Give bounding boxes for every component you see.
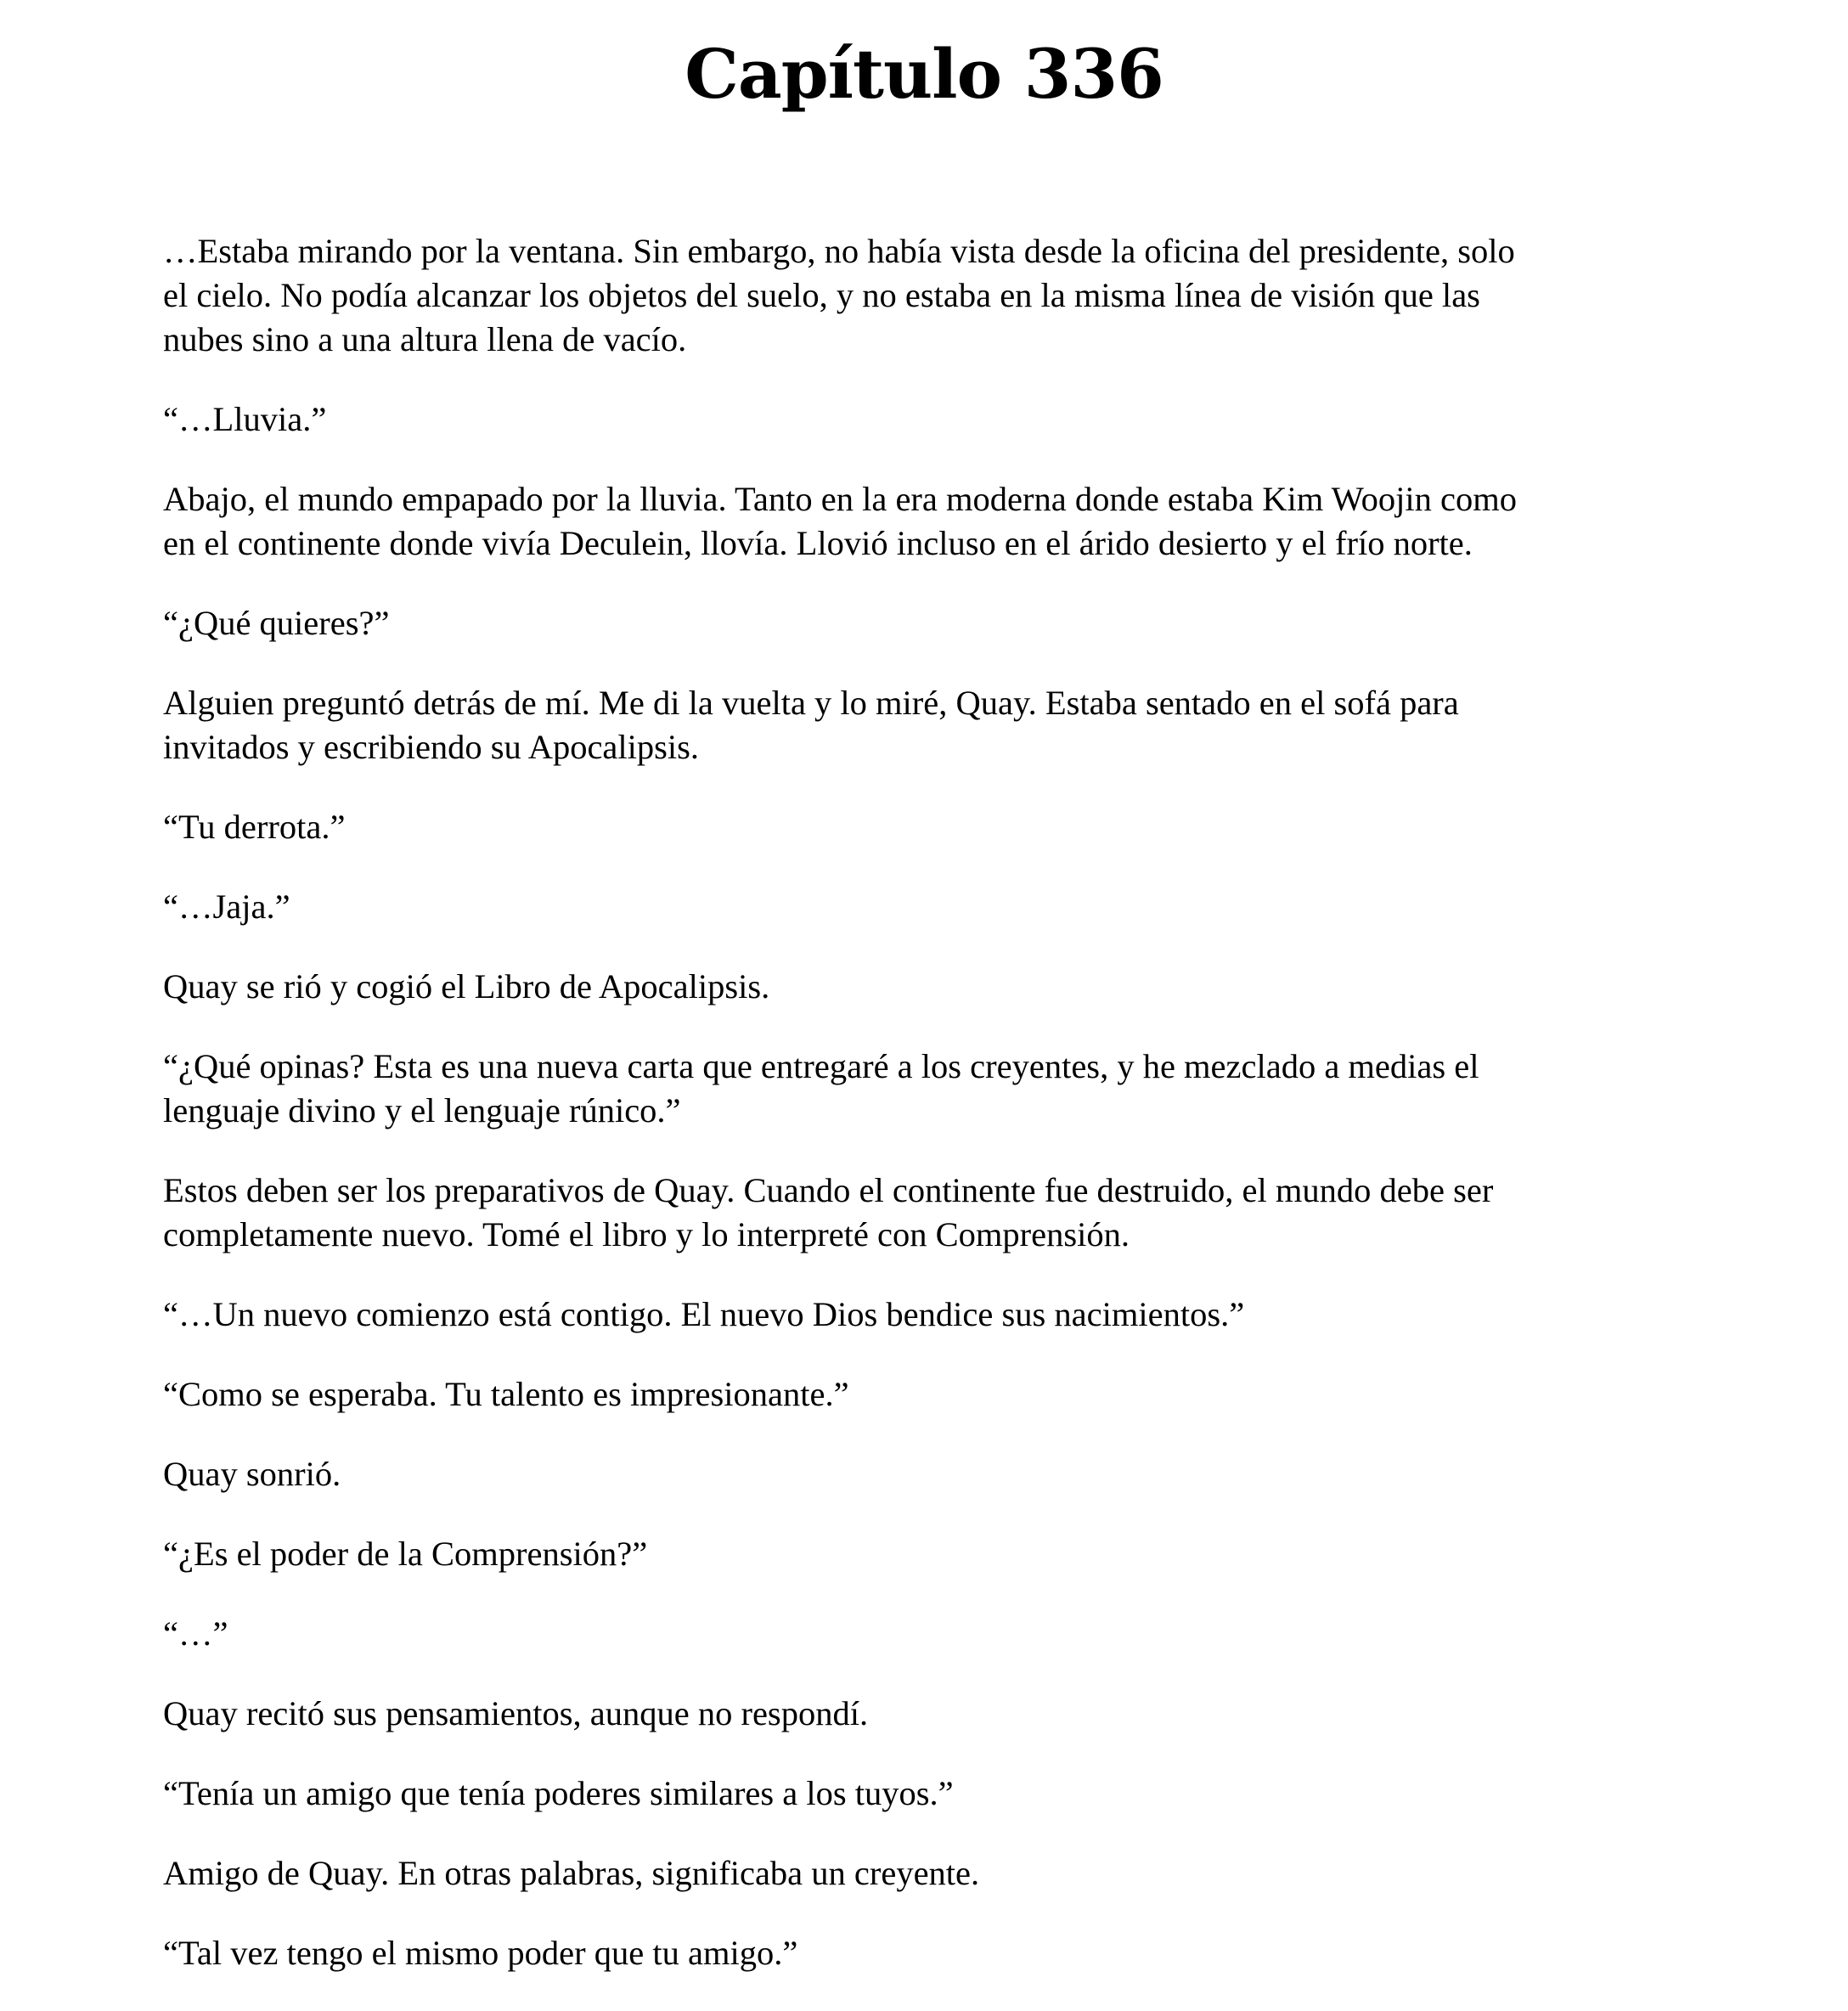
- paragraph: …Estaba mirando por la ventana. Sin embargo, no había vista desde la oficina del presidente, solo el cielo. No podía alcanzar los objetos del suelo, y no estaba en la misma línea de visión que las nubes sino a una altura llena de vacío.: [163, 232, 1515, 358]
- paragraph: “Tenía un amigo que tenía poderes similares a los tuyos.”: [163, 1774, 954, 1812]
- paragraph: “¿Es el poder de la Comprensión?”: [163, 1535, 648, 1573]
- paragraph: “Como se esperaba. Tu talento es impresionante.”: [163, 1375, 849, 1413]
- paragraph: “¿Qué opinas? Esta es una nueva carta que entregaré a los creyentes, y he mezclado a medias el lenguaje divino y el lenguaje rúnico.”: [163, 1047, 1479, 1129]
- paragraph: “…”: [163, 1614, 228, 1653]
- paragraph: Amigo de Quay. En otras palabras, significaba un creyente.: [163, 1854, 980, 1892]
- paragraph: Quay se rió y cogió el Libro de Apocalipsis.: [163, 967, 770, 1006]
- paragraph: Alguien preguntó detrás de mí. Me di la vuelta y lo miré, Quay. Estaba sentado en el sofá para invitados y escribiendo su Apocalipsis.: [163, 684, 1459, 766]
- paragraph: “Tu derrota.”: [163, 808, 346, 846]
- paragraph: Estos deben ser los preparativos de Quay. Cuando el continente fue destruido, el mundo debe ser completamente nuevo. Tomé el libro y lo interpreté con Comprensión.: [163, 1171, 1494, 1253]
- chapter-body: [163, 229, 1692, 2011]
- paragraph: Abajo, el mundo empapado por la lluvia. Tanto en la era moderna donde estaba Kim Woojin como en el continente donde vivía Deculein, llovía. Llovió incluso en el árido desierto y el frío norte.: [163, 480, 1517, 562]
- paragraph: Quay sonrió.: [163, 1455, 341, 1493]
- paragraph: “¿Qué quieres?”: [163, 604, 390, 642]
- paragraph: “Tal vez tengo el mismo poder que tu amigo.”: [163, 1934, 798, 1972]
- paragraph: Quay recitó sus pensamientos, aunque no respondí.: [163, 1694, 869, 1732]
- chapter-title: Capítulo 336: [685, 34, 1163, 114]
- paragraph: “…Jaja.”: [163, 887, 290, 926]
- paragraph: “…Lluvia.”: [163, 400, 327, 438]
- paragraph: “…Un nuevo comienzo está contigo. El nuevo Dios bendice sus nacimientos.”: [163, 1295, 1245, 1333]
